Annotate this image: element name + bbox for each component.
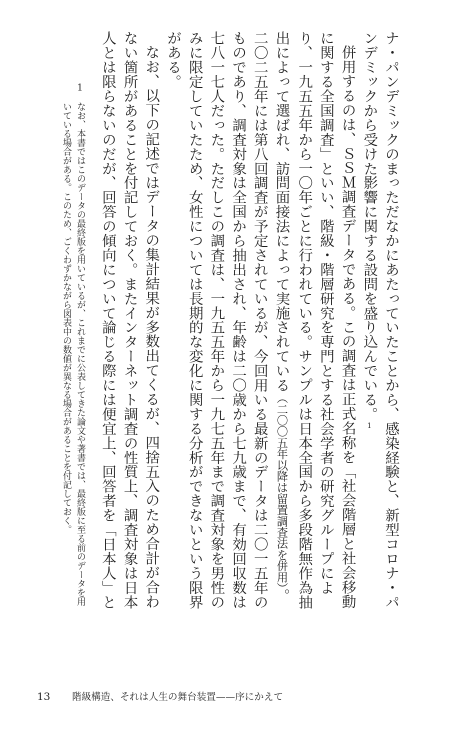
column-text: 出によって選ばれ、訪問面接法によって実施されている	[273, 31, 290, 393]
text-column	[248, 31, 270, 621]
column-text: ものであり、調査対象は全国から抽出され、年齢は二〇歳から七九歳まで、有効回収数は	[230, 31, 247, 609]
column-text: に関する全国調査」といい、階級・階層研究を専門とする社会学者の研究グループによ	[317, 31, 334, 595]
body-text	[96, 31, 401, 621]
footnote-line	[73, 84, 87, 624]
footnote-reference: 1	[365, 422, 374, 431]
text-column	[96, 31, 118, 621]
footnote-text: なお、本書ではこのデータの最終版を用いているが、これまでに公表してきた論文や著書では、最終版に至る前のデータを用	[75, 102, 85, 606]
text-column	[118, 31, 140, 621]
column-text: ナ・パンデミックのまっただなかにあたっていたことから、感染経験と、新型コロナ・パ	[383, 31, 399, 609]
footnotes	[59, 84, 87, 624]
page-number: 13	[37, 691, 51, 703]
column-text: ない箇所があることを付記しておく。またインターネット調査の性質上、調査対象は日本	[121, 31, 138, 609]
text-column	[379, 31, 401, 621]
column-text: みに限定していたため、女性については長期的な変化に関する分析ができないという限界	[186, 31, 203, 609]
column-text: 人とは限らないのだが、回答の傾向について論じる際には便宜上、回答者を「日本人」と	[99, 31, 116, 609]
text-column	[292, 31, 314, 621]
column-text: がある。	[164, 31, 181, 89]
footnote-number: 1	[77, 84, 83, 93]
text-column	[358, 31, 380, 621]
text-column	[336, 31, 358, 621]
column-text: 七八一七人だった。ただしこの調査は、一九五五年から一九七五年まで調査対象を男性の	[208, 31, 225, 609]
column-text: 併用するのは、ＳＳＭ調査データである。この調査は正式名称を「社会階層と社会移動	[339, 45, 356, 609]
running-title: 階級構造、それは人生の舞台装置——序にかえて	[72, 692, 284, 703]
column-text: ンデミックから受けた影響に関する設問を盛り込んでいる。	[361, 31, 378, 422]
parenthetical-note: （二〇〇五年以降は留置調査法を併用）	[275, 392, 289, 589]
text-column	[314, 31, 336, 621]
text-column	[183, 31, 205, 621]
footnote-text: いている場合がある。このため、ごくわずかながら図表中の数値が異なる場合があることを付記しておく。	[61, 102, 71, 534]
column-text: なお、以下の記述ではデータの集計結果が多数出てくるが、四捨五入のため合計が合わ	[143, 45, 160, 609]
column-text: 二〇二五年には第八回調査が予定されているが、今回用いる最新のデータは二〇一五年の	[251, 31, 268, 609]
footnote-line	[59, 84, 73, 624]
text-column	[161, 31, 183, 621]
text-column	[205, 31, 227, 621]
text-column	[270, 31, 293, 621]
text-column	[226, 31, 248, 621]
column-text-tail: 。	[273, 588, 290, 603]
column-text: り、一九五五年から一〇年ごとに行われている。サンプルは日本全国から多段階無作為抽	[296, 31, 313, 609]
text-column	[140, 31, 162, 621]
